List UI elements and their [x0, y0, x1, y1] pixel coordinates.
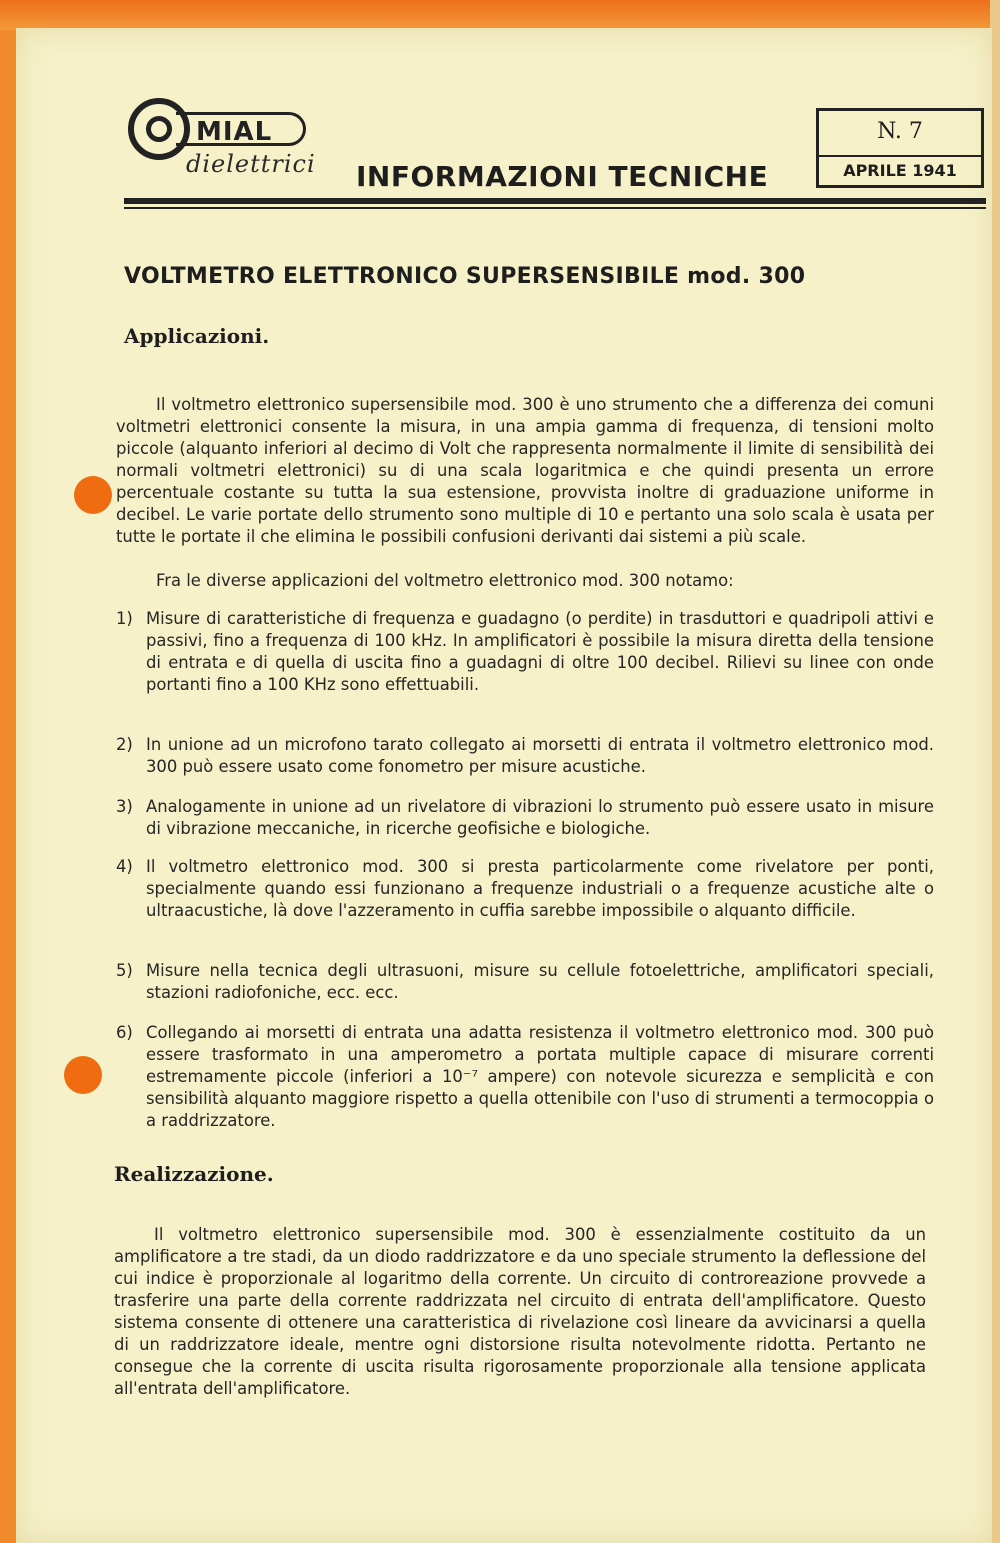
issue-number: N. 7	[877, 119, 923, 144]
logo-word: MIAL	[176, 112, 306, 146]
list-item-number: 4)	[116, 857, 133, 876]
issue-date: APRILE 1941	[843, 161, 957, 180]
list-item-text: Misure nella tecnica degli ultrasuoni, misure su cellule fotoelettriche, amplificatori speciali, stazioni radiofoniche, ecc. ecc.	[146, 961, 934, 1002]
binder-hole-marker	[74, 476, 112, 514]
list-item-number: 1)	[116, 609, 133, 628]
issue-box	[816, 108, 984, 188]
list-item-text: Collegando ai morsetti di entrata una adatta resistenza il voltmetro elettronico mod. 300 può essere trasformato in una amperometro a portata multiple capace di misurare correnti estremamente piccole (inferiori a 10⁻⁷ ampere) con notevole sicurezza e semplicità e con sensibilità alquanto maggiore rispetto a quella ottenibile con l'uso di strumenti a termocoppia o a raddrizzatore.	[146, 1023, 934, 1130]
realization-paragraph: Il voltmetro elettronico supersensibile mod. 300 è essenzialmente costituito da un amplificatore a tre stadi, da un diodo raddrizzatore e da uno speciale strumento la deflessione del cui indice è proporzionale al logaritmo della corrente. Un circuito di controreazione provvede a trasferire una parte della corrente raddrizzata nel circuito di entrata dell'amplificatore. Questo sistema consente di ottenere una caratteristica di rivelazione così lineare da avvicinarsi a quella di un raddrizzatore ideale, mentre ogni distorsione risulta notevolmente ridotta. Pertanto ne consegue che la corrente di uscita risulta rigorosamente proporzionale alla tensione applicata all'entrata dell'amplificatore.	[114, 1225, 926, 1398]
list-item-text: In unione ad un microfono tarato collegato ai morsetti di entrata il voltmetro elettronico mod. 300 può essere usato come fonometro per misure acustiche.	[146, 735, 934, 776]
top-border	[0, 0, 1000, 30]
logo-script: dielettrici	[186, 150, 316, 178]
header-rule-thin	[124, 207, 986, 209]
binder-hole-marker	[64, 1056, 102, 1094]
list-item-text: Analogamente in unione ad un rivelatore di vibrazioni lo strumento può essere usato in misure di vibrazione meccaniche, in ricerche geofisiche e biologiche.	[146, 797, 934, 838]
document-page	[16, 28, 992, 1543]
company-logo	[128, 98, 328, 208]
list-item-text: Il voltmetro elettronico mod. 300 si presta particolarmente come rivelatore per ponti, specialmente quando essi funzionano a frequenze industriali o a frequenze acustiche alte o ultraacustiche, là dove l'azzeramento in cuffia sarebbe impossibile o alquanto difficile.	[146, 857, 934, 920]
intro-paragraph: Il voltmetro elettronico supersensibile mod. 300 è uno strumento che a differenza dei comuni voltmetri elettronici consente la misura, in una ampia gamma di frequenza, di tensioni molto piccole (alquanto inferiori al decimo di Volt che rappresenta normalmente il limite di sensibilità dei normali voltmetri elettronici) su di una scala logaritmica e che quindi presenta un errore percentuale costante su tutta la sua estensione, provvista inoltre di graduazione uniforme in decibel. Le varie portate dello strumento sono multiple di 10 e pertanto una solo scala è usata per tutte le portate il che elimina le possibili confusioni derivanti dai sistemi a più scale.	[116, 395, 934, 546]
list-item-number: 2)	[116, 735, 133, 754]
list-item-number: 3)	[116, 797, 133, 816]
lead-paragraph: Fra le diverse applicazioni del voltmetro elettronico mod. 300 notamo:	[156, 571, 734, 590]
issue-divider	[819, 155, 981, 157]
section-heading-applications: Applicazioni.	[124, 324, 270, 348]
header-rule	[124, 198, 986, 204]
list-item-number: 6)	[116, 1023, 133, 1042]
section-heading-realization: Realizzazione.	[114, 1162, 274, 1186]
header-title: INFORMAZIONI TECNICHE	[356, 160, 769, 193]
document-title: VOLTMETRO ELETTRONICO SUPERSENSIBILE mod. 300	[124, 264, 806, 289]
list-item-text: Misure di caratteristiche di frequenza e guadagno (o perdite) in trasduttori e quadripoli attivi e passivi, fino a frequenza di 100 kHz. In amplificatori è possibile la misura diretta della tensione di entrata e di quella di uscita fino a guadagni di oltre 100 decibel. Rilievi su linee con onde portanti fino a 100 KHz sono effettuabili.	[146, 609, 934, 694]
list-item-number: 5)	[116, 961, 133, 980]
